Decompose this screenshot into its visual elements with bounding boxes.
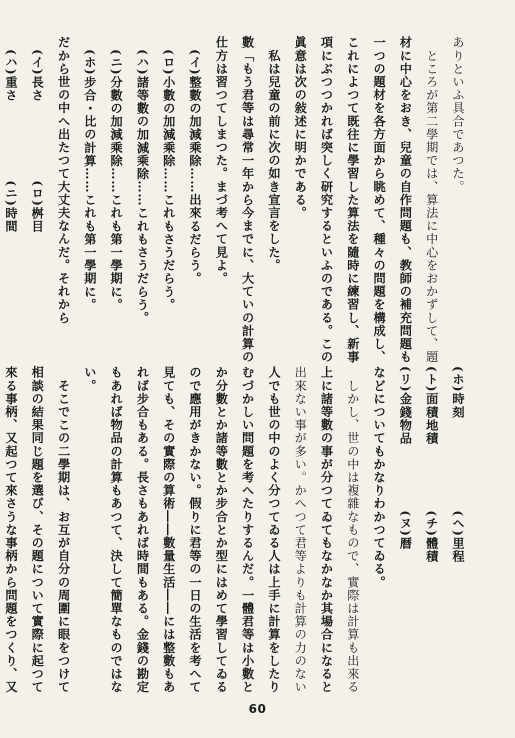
text-line: 相談の結果同じ題を選び、その題について實際に起つて bbox=[30, 366, 45, 694]
text-line: ありといふ具合であつた。 bbox=[451, 36, 465, 194]
text-line: ので應用がきかない。假りに君等の一日の生活を考へて bbox=[188, 366, 203, 694]
text-line: (ト)面積地積 (チ)體積 bbox=[424, 366, 439, 563]
text-line: 人でも世の中のよく分つてゐる人は上手に計算をしたり bbox=[266, 366, 281, 694]
text-line: 仕方は習つてしまつた。まづ考へて見よ。 bbox=[214, 36, 229, 285]
text-line: (ホ)時刻 (ヘ)里程 bbox=[451, 366, 465, 563]
text-line: 上に諸等數の事が分つてゐてもなかなか其場合になると bbox=[319, 366, 334, 694]
text-line: (ハ)重さ (ニ)時間 bbox=[3, 36, 18, 233]
text-line: か分數とか諸等數とか步合とか型にはめて學習してゐる bbox=[214, 366, 229, 694]
page-number: 60 bbox=[248, 702, 267, 716]
text-line: 出來ない事が多い。かへつて君等よりも計算の力のない bbox=[293, 366, 308, 694]
text-line: (ロ)小數の加減乘除……これもさうだらう。 bbox=[161, 36, 176, 312]
text-line: れば步合もある。長さもあれば時間もある。金錢の勘定 bbox=[135, 366, 150, 694]
text-line: だから世の中へ出たつて大丈夫なんだ。それから bbox=[56, 36, 71, 325]
text-line: 眞意は次の敍述に明かである。 bbox=[293, 36, 308, 220]
text-line: 項にぶつつかれば突しく研究するといふのである。この bbox=[319, 36, 334, 364]
text-line: 一つの題材を各方面から眺めて、種々の問題を構成し、 bbox=[372, 36, 387, 364]
text-line: (リ)金錢物品 (ヌ)暦 bbox=[398, 366, 413, 550]
text-line: い。 bbox=[82, 366, 97, 393]
text-line: (ニ)分數の加減乘除……これも第一學期に。 bbox=[109, 36, 124, 312]
text-line: (ホ)步合・比の計算……これも第一學期に。 bbox=[82, 36, 97, 312]
text-line: もあれば物品の計算もあつて、決して簡單なものではな bbox=[109, 366, 124, 694]
text-line: 私は兒童の前に次の如き宣言をした。 bbox=[266, 36, 281, 272]
text-line: 見ても、その實際の算術――數量生活――には整數もあ bbox=[161, 366, 176, 694]
text-line: 數「もう君等は尋常一年から今までに、大ていの計算の bbox=[240, 36, 255, 364]
text-line: などについてもかなりわかつてゐる。 bbox=[372, 366, 387, 589]
text-line: (イ)長さ (ロ)桝目 bbox=[30, 36, 45, 233]
upper-text-block bbox=[0, 36, 471, 364]
text-line: (ハ)諸等數の加減乘除……これもさうだらう。 bbox=[135, 36, 150, 325]
text-line: そこでこの二學期は、お互が自分の周圍に眼をつけて bbox=[56, 366, 71, 694]
text-line: ところが第二學期では、算法に中心をおかずして、題 bbox=[424, 36, 439, 364]
text-line: 來る事柄、又起つて來さうな事柄から問題をつくり、又 bbox=[3, 366, 18, 694]
lower-text-block bbox=[0, 366, 471, 694]
text-line: これによつて既往に學習した算法を隨時に練習し、新事 bbox=[345, 36, 360, 364]
text-line: しかし、世の中は複雜なもので、實際は計算も出來る bbox=[345, 366, 360, 694]
text-line: (イ)整數の加減乘除……出來るだらう。 bbox=[188, 36, 203, 286]
text-line: 材に中心をおき、兒童の自作問題も、教師の補充問題も bbox=[398, 36, 413, 364]
text-line: むづかしい問題を考へたりするんだ。一體君等は小數と bbox=[240, 366, 255, 694]
